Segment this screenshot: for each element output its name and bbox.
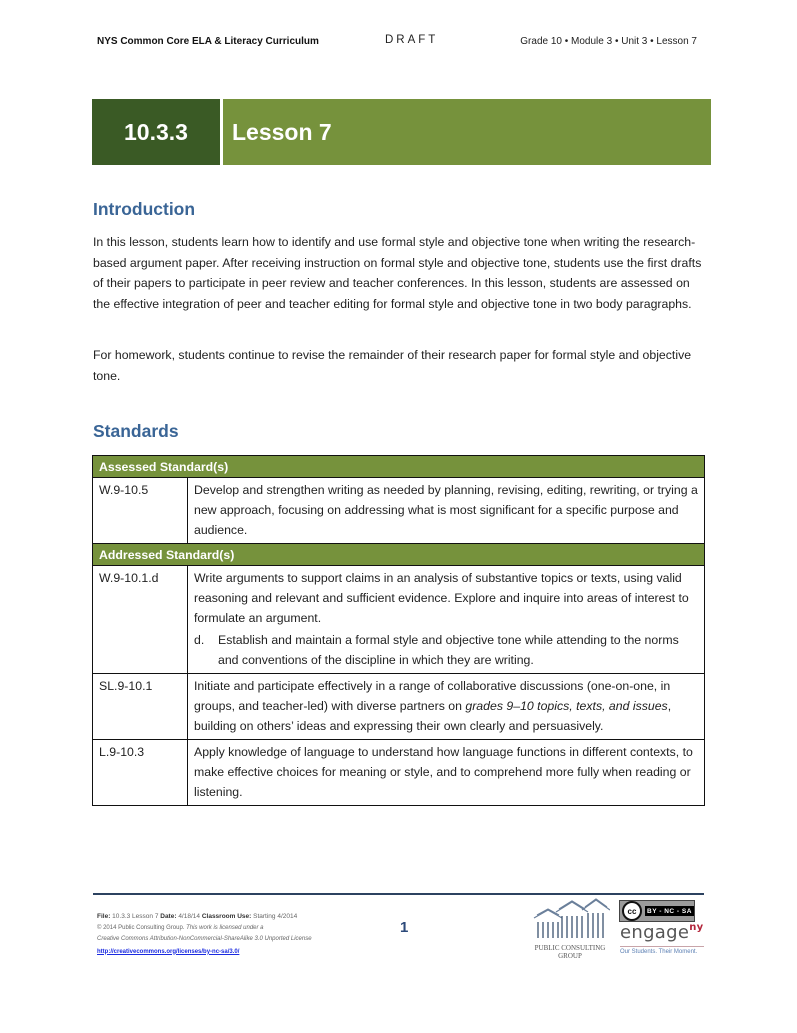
page-number: 1 <box>400 919 409 936</box>
date-value: 4/18/14 <box>176 913 202 920</box>
group-label: Addressed Standard(s) <box>93 544 705 566</box>
file-info-line <box>97 911 367 923</box>
introduction-heading: Introduction <box>93 199 196 219</box>
standard-text: Apply knowledge of language to understand how language functions in different contexts, to make effective choices for meaning or style, and to comprehend more fully when reading or listening. <box>188 740 705 806</box>
license-name: Creative Commons Attribution-NonCommercial-ShareAlike 3.0 Unported License <box>97 936 312 942</box>
lesson-title: Lesson 7 <box>223 99 711 165</box>
lesson-breadcrumb: Grade 10 • Module 3 • Unit 3 • Lesson 7 <box>520 36 697 47</box>
file-label: File: <box>97 913 111 920</box>
standard-text: Initiate and participate effectively in a range of collaborative discussions (one-on-one, in groups, and teacher-led) with diverse partners on <box>194 679 671 713</box>
cc-icon: cc <box>622 901 642 921</box>
table-row <box>93 740 705 806</box>
title-banner <box>92 99 711 165</box>
cc-terms: BY - NC - SA <box>645 906 694 916</box>
pcg-name <box>529 944 611 960</box>
group-label: Assessed Standard(s) <box>93 456 705 478</box>
standard-text: Develop and strengthen writing as needed by planning, revising, editing, rewriting, or trying a new approach, focusing on addressing what is most significant for a specific purpose and audience. <box>188 478 705 544</box>
addressed-standards-header <box>93 544 705 566</box>
standard-text-cell <box>188 566 705 674</box>
homework-paragraph: For homework, students continue to revise the remainder of their research paper for formal style and objective tone. <box>93 348 692 383</box>
engageny-logo <box>620 922 704 943</box>
engage-divider <box>620 946 704 947</box>
assessed-standards-header <box>93 456 705 478</box>
standard-text: Write arguments to support claims in an analysis of substantive topics or texts, using valid reasoning and relevant and sufficient evidence. Explore and inquire into areas of interest to formulate an argument. <box>194 571 689 625</box>
cc-license-badge <box>619 900 695 922</box>
engage-tagline: Our Students. Their Moment. <box>620 949 698 955</box>
pcg-line2: GROUP <box>558 952 582 960</box>
file-value: 10.3.3 Lesson 7 <box>110 913 161 920</box>
standard-code: L.9-10.3 <box>93 740 188 806</box>
standard-code: W.9-10.5 <box>93 478 188 544</box>
running-header <box>97 36 697 52</box>
license-link[interactable]: http://creativecommons.org/licenses/by-nc-sa/3.0/ <box>97 948 240 955</box>
copyright-text: © 2014 Public Consulting Group. <box>97 924 187 931</box>
date-label: Date: <box>160 913 177 920</box>
sub-standard <box>194 628 698 670</box>
engage-word: engage <box>620 922 690 943</box>
sub-standard-letter: d. <box>194 633 205 647</box>
footer-rule <box>93 893 704 895</box>
standard-text-cell <box>188 674 705 740</box>
classroom-use-value: Starting 4/2014 <box>251 913 298 920</box>
standards-heading: Standards <box>93 421 179 441</box>
standard-code: W.9-10.1.d <box>93 566 188 674</box>
introduction-paragraph: In this lesson, students learn how to identify and use formal style and objective tone when writing the research-based argument paper. After receiving instruction on formal style and objective tone, students use the first drafts of their papers to participate in peer review and teacher conferences. In this lesson, students are assessed on the effective integration of peer and teacher editing for formal style and objective tone in two body paragraphs. <box>93 235 702 311</box>
lesson-number: 10.3.3 <box>92 99 220 165</box>
table-row <box>93 478 705 544</box>
sub-standard-text: Establish and maintain a formal style and objective tone while attending to the norms and conventions of the discipline in which they are writing. <box>218 633 679 667</box>
standard-text-end: , building on others’ ideas and expressing their own clearly and persuasively. <box>194 699 672 733</box>
footer-info <box>97 911 367 958</box>
license-intro: This work is licensed under a <box>186 924 264 931</box>
curriculum-name: NYS Common Core ELA & Literacy Curriculum <box>97 36 319 47</box>
engage-ny: ny <box>689 922 704 933</box>
copyright-line <box>97 923 367 935</box>
standard-text-italic: grades 9–10 topics, texts, and issues <box>465 699 668 713</box>
table-row <box>93 566 705 674</box>
pcg-line1: PUBLIC CONSULTING <box>534 944 606 952</box>
standard-code: SL.9-10.1 <box>93 674 188 740</box>
table-row <box>93 674 705 740</box>
draft-label: DRAFT <box>385 34 439 46</box>
standards-table <box>92 455 705 806</box>
classroom-use-label: Classroom Use: <box>201 913 252 920</box>
